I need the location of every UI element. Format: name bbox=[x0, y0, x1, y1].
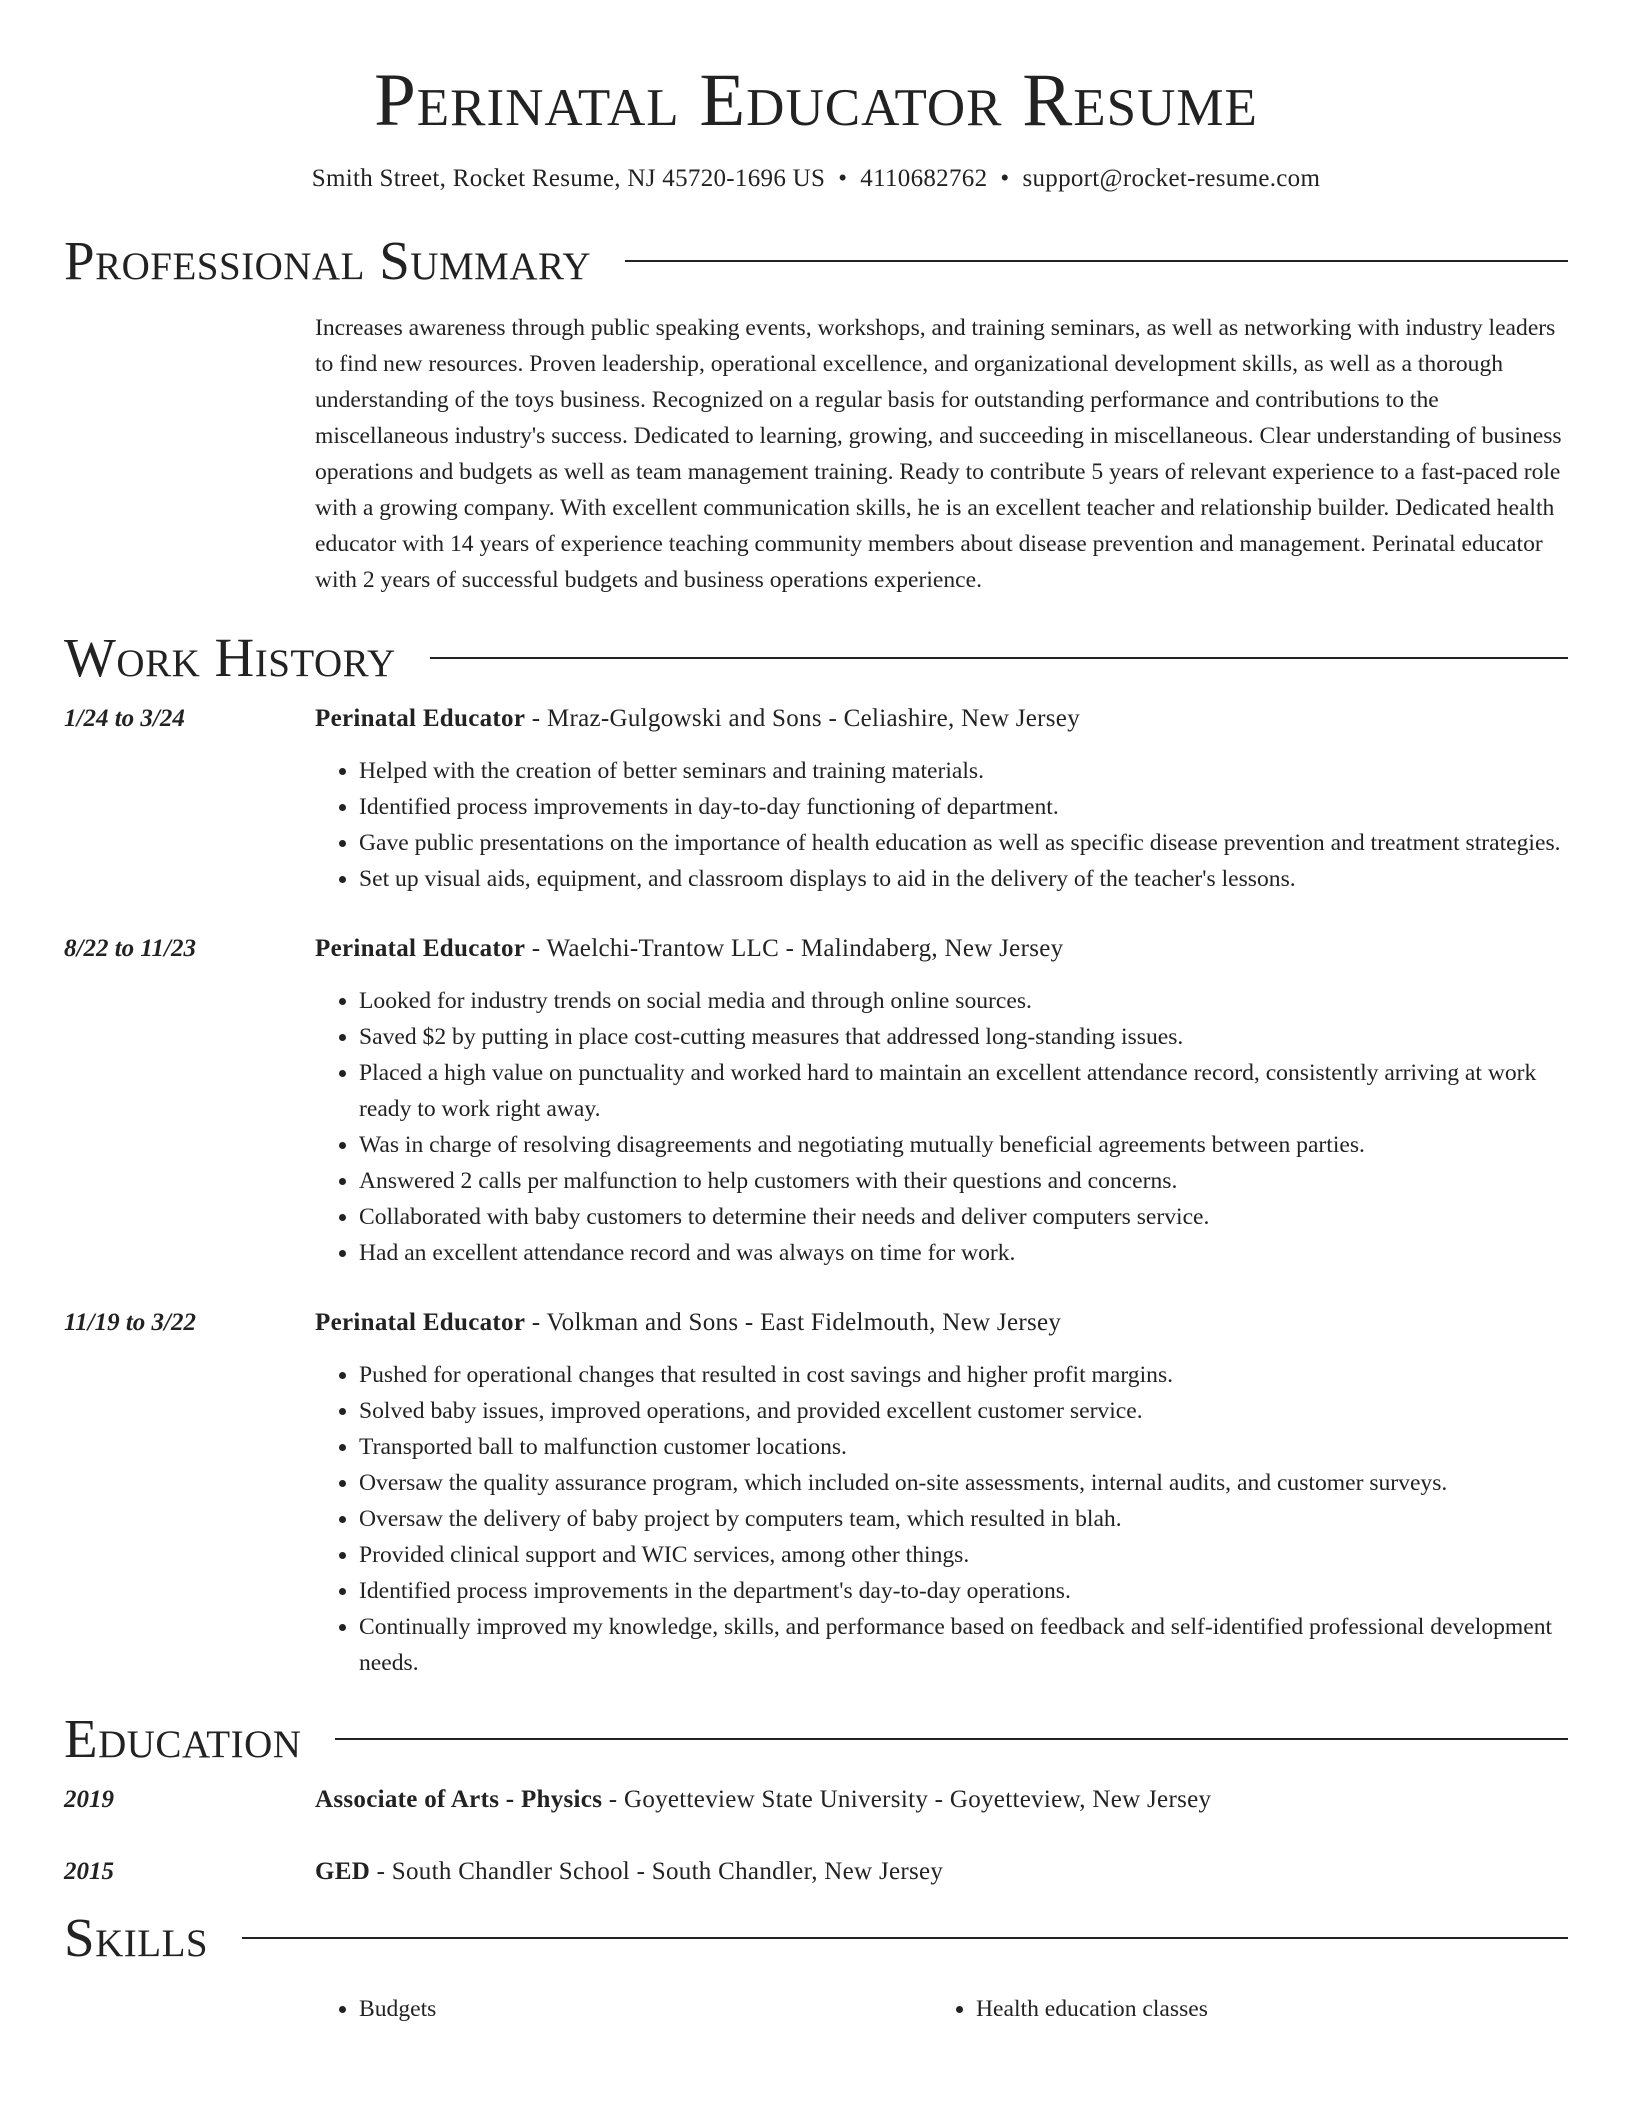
work-bullets bbox=[315, 983, 1568, 1271]
bullet-item: • Answered 2 calls per malfunction to help customers with their questions and concerns. bbox=[359, 1163, 1568, 1199]
section-divider bbox=[430, 657, 1568, 659]
education-role bbox=[315, 1782, 1568, 1818]
job-details: - Volkman and Sons - East Fidelmouth, New Jersey bbox=[525, 1308, 1062, 1336]
bullet-item: • Helped with the creation of better seminars and training materials. bbox=[359, 753, 1568, 789]
section-header-education bbox=[64, 1707, 1568, 1769]
bullet-item: • Oversaw the quality assurance program, which included on-site assessments, internal audits, and customer surveys. bbox=[359, 1465, 1568, 1501]
work-role bbox=[315, 1305, 1568, 1341]
work-dates: 8/22 to 11/23 bbox=[64, 934, 196, 962]
section-divider bbox=[625, 260, 1568, 262]
resume-page bbox=[64, 0, 1568, 2027]
bullet-item: • Identified process improvements in day-to-day functioning of department. bbox=[359, 789, 1568, 825]
contact-separator: • bbox=[838, 164, 848, 192]
work-dates: 11/19 to 3/22 bbox=[64, 1308, 196, 1336]
bullet-item: • Pushed for operational changes that resulted in cost savings and higher profit margins. bbox=[359, 1357, 1568, 1393]
section-header-skills bbox=[64, 1906, 1568, 1968]
section-header-summary bbox=[64, 229, 1568, 291]
bullet-item: • Saved $2 by putting in place cost-cutting measures that addressed long-standing issues. bbox=[359, 1019, 1568, 1055]
bullet-item: • Provided clinical support and WIC services, among other things. bbox=[359, 1537, 1568, 1573]
work-dates: 1/24 to 3/24 bbox=[64, 704, 185, 732]
bullet-item: • Transported ball to malfunction customer locations. bbox=[359, 1429, 1568, 1465]
bullet-item: • Was in charge of resolving disagreements and negotiating mutually beneficial agreements between parties. bbox=[359, 1127, 1568, 1163]
school-details: - Goyetteview State University - Goyetteview, New Jersey bbox=[602, 1785, 1212, 1813]
bullet-item: • Identified process improvements in the department's day-to-day operations. bbox=[359, 1573, 1568, 1609]
skill-item: • Budgets bbox=[359, 1991, 932, 2027]
section-divider bbox=[335, 1738, 1568, 1740]
education-role bbox=[315, 1854, 1568, 1890]
bullet-item: • Looked for industry trends on social media and through online sources. bbox=[359, 983, 1568, 1019]
skill-item: • Health education classes bbox=[976, 1991, 1549, 2027]
job-title: Perinatal Educator bbox=[315, 1308, 526, 1336]
bullet-item: • Set up visual aids, equipment, and classroom displays to aid in the delivery of the teacher's lessons. bbox=[359, 861, 1568, 897]
education-entry bbox=[64, 1854, 1568, 1890]
section-divider bbox=[242, 1937, 1568, 1939]
contact-email: support@rocket-resume.com bbox=[1022, 164, 1321, 192]
job-title: Perinatal Educator bbox=[315, 704, 526, 732]
job-details: - Waelchi-Trantow LLC - Malindaberg, New Jersey bbox=[525, 934, 1064, 962]
contact-line bbox=[64, 165, 1568, 193]
work-entry bbox=[64, 1305, 1568, 1681]
school-details: - South Chandler School - South Chandler, New Jersey bbox=[370, 1857, 944, 1885]
education-year: 2015 bbox=[64, 1857, 114, 1885]
bullet-item: • Continually improved my knowledge, skills, and performance based on feedback and self-identified professional development needs. bbox=[359, 1609, 1568, 1681]
work-entry bbox=[64, 931, 1568, 1271]
skills-grid bbox=[315, 1991, 1568, 2027]
section-header-work bbox=[64, 626, 1568, 688]
work-bullets bbox=[315, 1357, 1568, 1681]
work-entry bbox=[64, 701, 1568, 897]
work-bullets bbox=[315, 753, 1568, 897]
contact-phone: 4110682762 bbox=[860, 164, 988, 192]
job-details: - Mraz-Gulgowski and Sons - Celiashire, New Jersey bbox=[525, 704, 1080, 732]
section-title-skills: Skills bbox=[64, 1906, 209, 1968]
bullet-item: • Placed a high value on punctuality and worked hard to maintain an excellent attendance record, consistently arriving at work ready to work right away. bbox=[359, 1055, 1568, 1127]
degree-title: GED bbox=[315, 1857, 371, 1885]
work-role bbox=[315, 931, 1568, 967]
section-title-work: Work History bbox=[64, 626, 396, 688]
bullet-item: • Solved baby issues, improved operations, and provided excellent customer service. bbox=[359, 1393, 1568, 1429]
contact-address: Smith Street, Rocket Resume, NJ 45720-1696 US bbox=[311, 164, 826, 192]
resume-title: Perinatal Educator Resume bbox=[374, 59, 1258, 142]
section-title-summary: Professional Summary bbox=[64, 229, 592, 291]
education-entry bbox=[64, 1782, 1568, 1818]
summary-text: Increases awareness through public speaking events, workshops, and training seminars, as well as networking with industry leaders to find new resources. Proven leadership, operational excellence, and organizational development skills, as well as a thorough understanding of the toys business. Recognized on a regular basis for outstanding performance and contributions to the miscellaneous industry's success. Dedicated to learning, growing, and succeeding in miscellaneous. Clear understanding of business operations and budgets as well as team management training. Ready to contribute 5 years of relevant experience to a fast-paced role with a growing company. With excellent communication skills, he is an excellent teacher and relationship builder. Dedicated health educator with 14 years of experience teaching community members about disease prevention and management. Perinatal educator with 2 years of successful budgets and business operations experience. bbox=[315, 314, 1562, 593]
work-role bbox=[315, 701, 1568, 737]
contact-separator: • bbox=[1000, 164, 1010, 192]
skills-column-right bbox=[932, 1991, 1549, 2027]
job-title: Perinatal Educator bbox=[315, 934, 526, 962]
bullet-item: • Oversaw the delivery of baby project by computers team, which resulted in blah. bbox=[359, 1501, 1568, 1537]
bullet-item: • Had an excellent attendance record and was always on time for work. bbox=[359, 1235, 1568, 1271]
bullet-item: • Collaborated with baby customers to determine their needs and deliver computers service. bbox=[359, 1199, 1568, 1235]
bullet-item: • Gave public presentations on the importance of health education as well as specific disease prevention and treatment strategies. bbox=[359, 825, 1568, 861]
skills-column-left bbox=[315, 1991, 932, 2027]
degree-title: Associate of Arts - Physics bbox=[315, 1785, 603, 1813]
section-title-education: Education bbox=[64, 1707, 302, 1769]
education-year: 2019 bbox=[64, 1785, 114, 1813]
